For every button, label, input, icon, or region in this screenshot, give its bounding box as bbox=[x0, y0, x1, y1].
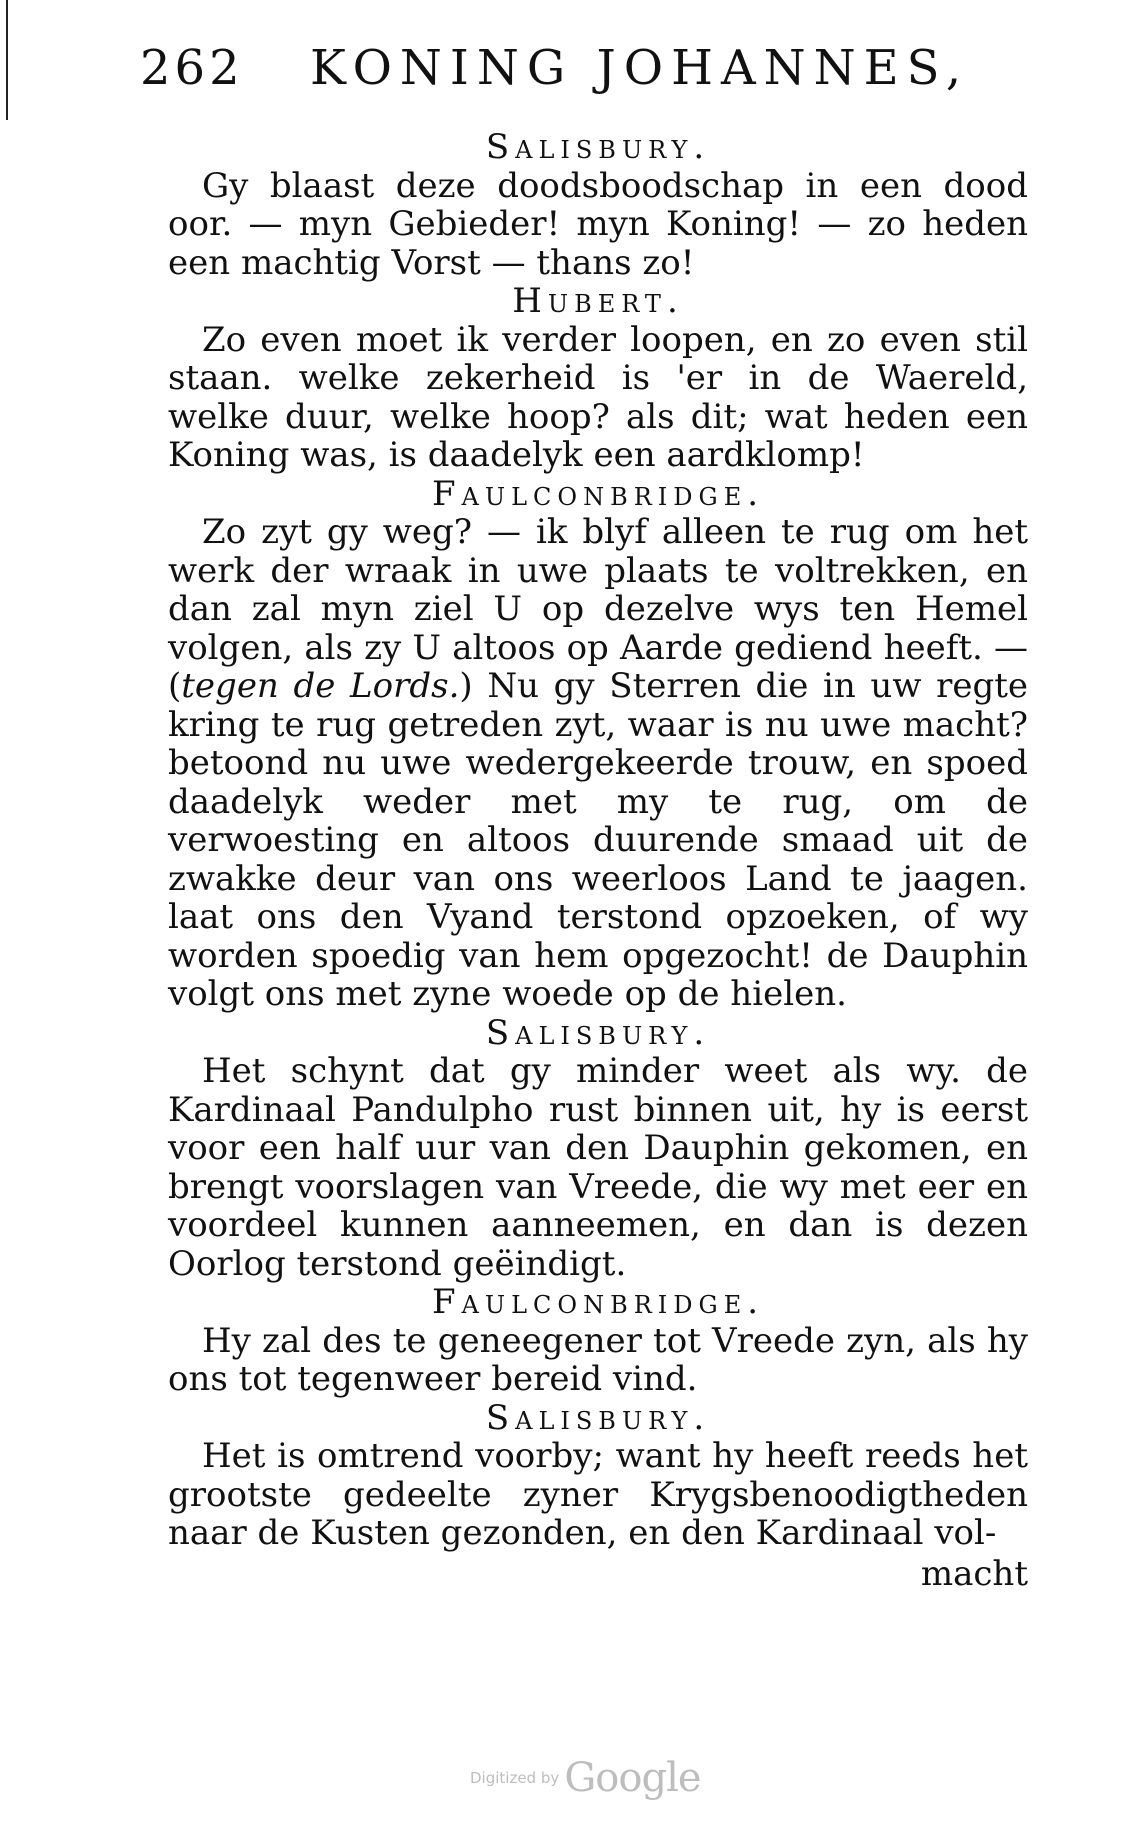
speech-text: Gy blaast deze doodsboodschap in een dood oor. — myn Gebieder! myn Koning! — zo heden een machtig Vorst — thans zo! bbox=[168, 165, 1028, 283]
speech-block bbox=[168, 128, 1028, 282]
speech-block bbox=[168, 1399, 1028, 1553]
stage-direction: tegen de Lords. bbox=[181, 666, 460, 706]
speech-block bbox=[168, 475, 1028, 1014]
watermark-prefix: Digitized by bbox=[470, 1769, 560, 1787]
speech-text: Hy zal des te geneegener tot Vreede zyn, als hy ons tot tegenweer bereid vind. bbox=[168, 1320, 1028, 1399]
page-number: 262 bbox=[140, 40, 244, 96]
speech-text-part: ) Nu gy Sterren die in uw regte kring te rug getreden zyt, waar is nu uwe macht? betoond nu uwe wedergekeerde trouw, en spoed daadelyk weder met my te rug, om de verwoesting en altoos duurende smaad uit de zwakke deur van ons weerloos Land te jaagen. laat ons den Vyand terstond opzoeken, of wy worden spoedig van hem opgezocht! de Dauphin volgt ons met zyne woede op de hielen. bbox=[168, 666, 1029, 1014]
running-title: KONING JOHANNES, bbox=[310, 40, 970, 96]
speech-block bbox=[168, 282, 1028, 475]
google-logo: Google bbox=[564, 1755, 701, 1801]
play-text bbox=[168, 128, 1028, 1593]
speech-text bbox=[168, 513, 1028, 1014]
google-watermark bbox=[470, 1755, 730, 1805]
speech-text-part: Zo zyt gy weg? — ik blyf alleen te rug om het werk der wraak in uwe plaats te voltrekken, en dan zal myn ziel U op dezelve wys ten Hemel volgen, als zy U altoos op Aarde gediend heeft. — ( bbox=[168, 512, 1028, 706]
speaker-name: Salisbury. bbox=[485, 1397, 711, 1438]
speaker-name: Faulconbridge. bbox=[431, 1282, 765, 1322]
speaker-name: Salisbury. bbox=[485, 1012, 711, 1053]
speaker-name: Salisbury. bbox=[485, 127, 711, 167]
speech-text: Het schynt dat gy minder weet als wy. de Kardinaal Pandulpho rust binnen uit, hy is eerst voor een half uur van den Dauphin gekomen, en brengt voorslagen van Vreede, die wy met eer en voordeel kunnen aanneemen, en dan is dezen Oorlog terstond geëindigt. bbox=[168, 1051, 1028, 1284]
running-header bbox=[140, 40, 1020, 110]
speech-text: Het is omtrend voorby; want hy heeft reeds het grootste gedeelte zyner Krygsbenoodigtheden naar de Kusten gezonden, en den Kardinaal vol- bbox=[168, 1436, 1028, 1553]
speaker-name: Hubert. bbox=[512, 281, 684, 321]
speech-text: Zo even moet ik verder loopen, en zo even stil staan. welke zekerheid is 'er in de Waereld, welke duur, welke hoop? als dit; wat heden een Koning was, is daadelyk een aardklomp! bbox=[168, 319, 1028, 475]
catchword: macht bbox=[920, 1553, 1028, 1594]
speaker-name: Faulconbridge. bbox=[431, 473, 765, 514]
speech-block bbox=[168, 1283, 1028, 1399]
speech-block bbox=[168, 1014, 1028, 1284]
page-edge-rule bbox=[6, 0, 8, 120]
